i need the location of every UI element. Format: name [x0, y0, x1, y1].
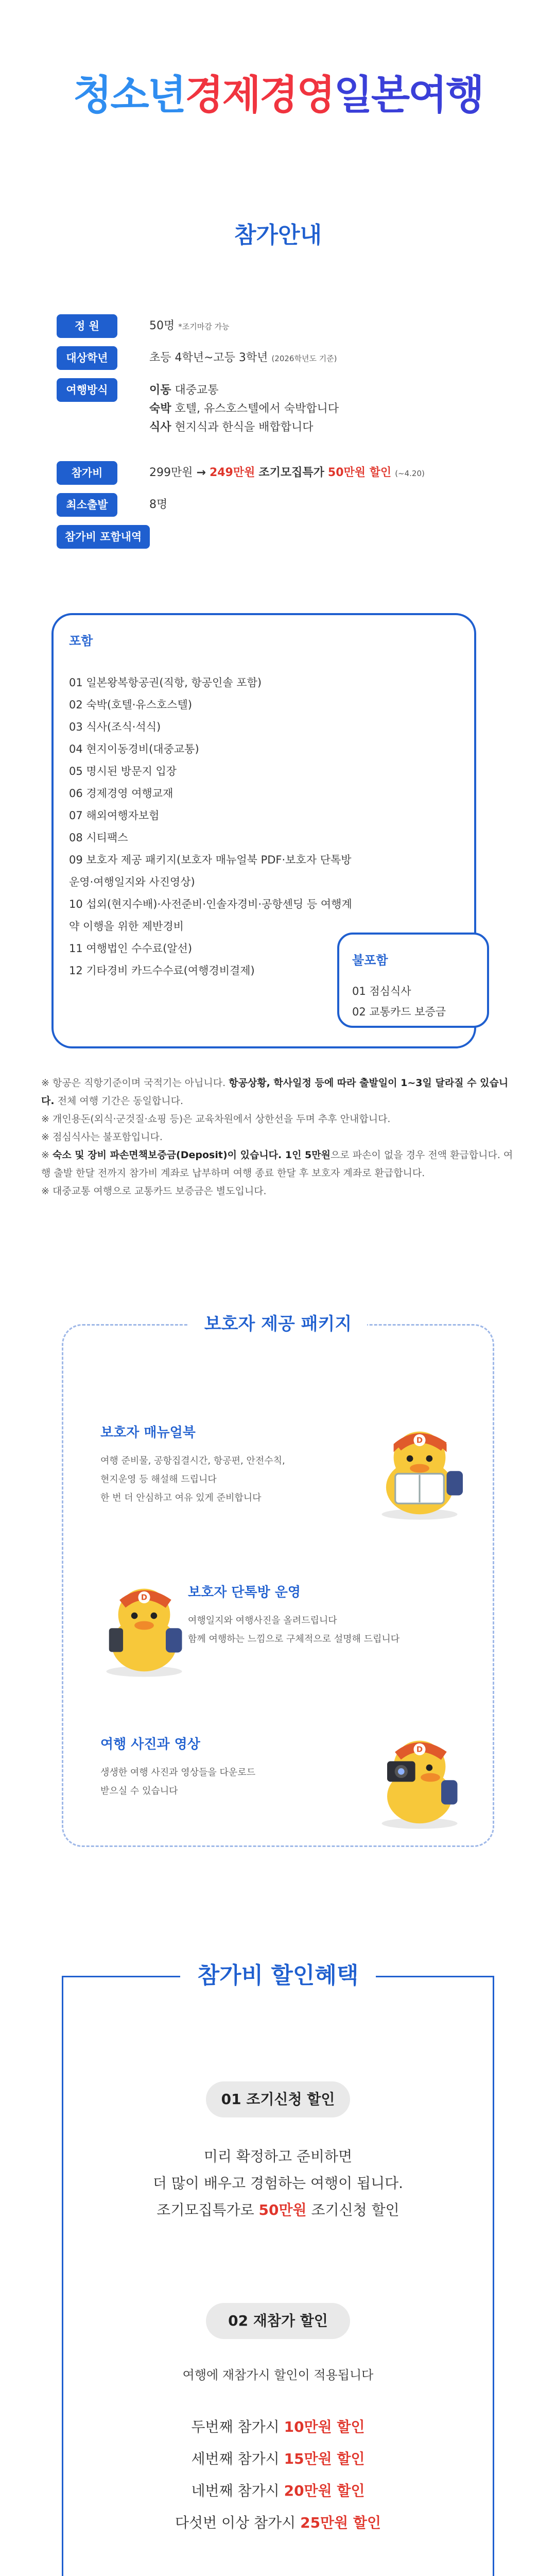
included-tag: 참가비 포함내역 [57, 525, 150, 549]
package-item-2-title: 보호자 단톡방 운영 [188, 1585, 301, 1600]
fee-early-label: 조기모집특가 [258, 466, 324, 479]
section-title: 참가안내 [234, 222, 322, 248]
svg-text:D: D [141, 1593, 148, 1602]
discount-title-wrap [0, 1958, 556, 1994]
list-item: 07 해외여행자보험 [69, 809, 160, 822]
min-departure-value: 8명 [149, 498, 168, 511]
list-item: 01 일본왕복항공권(직항, 항공인솔 포함) [69, 676, 262, 689]
package-title-wrap [0, 1309, 556, 1340]
min-departure-row [57, 493, 168, 517]
included-row [57, 525, 150, 549]
travel-tag: 여행방식 [57, 378, 117, 402]
package-item-2-desc: 여행일지와 여행사진을 올려드립니다 함께 여행하는 느낌으로 구체적으로 설명해 드립니다 [188, 1615, 400, 1645]
early-discount-pill: 01 조기신청 할인 [206, 2081, 350, 2117]
list-item: 10 섭외(현지수배)·사전준비·인솔자경비·공항센딩 등 여행계 [69, 898, 352, 910]
list-item: 세번째 참가시 15만원 할인 [191, 2450, 365, 2467]
target-row [57, 346, 337, 370]
note-item: ※ 점심식사는 불포함입니다. [41, 1131, 163, 1143]
list-item: 04 현지이동경비(대중교통) [69, 743, 199, 755]
list-item: 05 명시된 방문지 입장 [69, 765, 177, 777]
duck-camera-icon [366, 1723, 474, 1832]
package-item-1-title: 보호자 매뉴얼북 [100, 1425, 196, 1440]
travel-line-transport: 이동 대중교통 [149, 384, 219, 397]
header [0, 0, 556, 196]
list-item: 09 보호자 제공 패키지(보호자 매뉴얼북 PDF·보호자 단톡방 [69, 854, 352, 866]
excluded-box [337, 933, 489, 1028]
repeat-discount-tiers [62, 2411, 494, 2539]
fee-tag: 참가비 [57, 461, 117, 485]
title-part-3: 일본여행 [334, 72, 483, 118]
capacity-note: *조기마감 가능 [178, 322, 230, 331]
excluded-list [352, 981, 446, 1022]
svg-text:D: D [416, 1745, 423, 1754]
list-item: 02 숙박(호텔·유스호스텔) [69, 699, 193, 711]
package-item-3-desc: 생생한 여행 사진과 영상들을 다운로드 받으실 수 있습니다 [100, 1767, 256, 1797]
list-item: 01 점심식사 [352, 985, 411, 997]
note-item: ※ 대중교통 여행으로 교통카드 보증금은 별도입니다. [41, 1185, 267, 1197]
package-item-3-title: 여행 사진과 영상 [100, 1737, 200, 1752]
repeat-discount-intro: 여행에 재참가시 할인이 적용됩니다 [182, 2368, 374, 2382]
fee-arrow: → [196, 466, 206, 479]
fee-early-discount: 50만원 할인 [327, 466, 392, 479]
fee-row [57, 461, 425, 485]
package-item-1-desc: 여행 준비물, 공항집결시간, 항공편, 안전수칙, 현지운영 등 해설해 드립니다 한 번 더 안심하고 여유 있게 준비합니다 [100, 1455, 285, 1503]
list-item: 06 경제경영 여행교재 [69, 787, 173, 800]
travel-row [57, 378, 117, 402]
list-item: 두번째 참가시 10만원 할인 [191, 2418, 365, 2435]
list-item: 네번째 참가시 20만원 할인 [191, 2482, 365, 2499]
discount-title: 참가비 할인혜택 [180, 1958, 376, 1994]
capacity-row [57, 314, 230, 338]
title-part-2: 경제경영 [185, 72, 334, 118]
fee-discounted: 249만원 [209, 466, 255, 479]
capacity-number: 50명 [149, 319, 175, 332]
list-item: 다섯번 이상 참가시 25만원 할인 [175, 2514, 381, 2531]
list-item: 11 여행법인 수수료(알선) [69, 942, 193, 955]
target-value [149, 346, 337, 370]
list-item: 08 시티팩스 [69, 832, 128, 844]
note-item: ※ 숙소 및 장비 파손면책보증금(Deposit)이 있습니다. 1인 5만원으로 파손이 없을 경우 전액 환급합니다. 여행 출발 한달 전까지 참가비 계좌로 납부하며 여행 종료 한달 후 보호자 계좌로 환급합니다. [41, 1149, 513, 1179]
target-tag: 대상학년 [57, 346, 117, 370]
list-item: 03 식사(조식·석식) [69, 721, 161, 733]
included-title: 포함 [69, 634, 93, 648]
list-item: 12 기타경비 카드수수료(여행경비결제) [69, 964, 255, 977]
travel-line-meal: 식사 현지식과 한식을 배합합니다 [149, 421, 314, 434]
min-departure-tag: 최소출발 [57, 493, 117, 517]
early-discount-text: 미리 확정하고 준비하면 더 많이 배우고 경험하는 여행이 됩니다. 조기모집특가로 50만원 조기신청 할인 [152, 2148, 404, 2218]
fee-deadline: (~4.20) [395, 469, 425, 478]
package-title: 보호자 제공 패키지 [189, 1309, 367, 1340]
travel-lines [149, 381, 339, 437]
note-item: ※ 개인용돈(외식·군것질·쇼핑 등)은 교육차원에서 상한선을 두며 추후 안내합니다. [41, 1113, 391, 1125]
list-item: 약 이행을 위한 제반경비 [69, 920, 184, 933]
notes-list [41, 1074, 517, 1200]
target-note: (2026학년도 기준) [271, 354, 337, 363]
repeat-discount-pill: 02 재참가 할인 [206, 2303, 350, 2339]
main-title [0, 67, 556, 124]
fee-original: 299만원 [149, 466, 193, 479]
target-grades: 초등 4학년~고등 3학년 [149, 351, 268, 364]
included-list [69, 672, 378, 982]
travel-line-lodging: 숙박 호텔, 유스호스텔에서 숙박합니다 [149, 402, 339, 415]
fee-value [149, 461, 425, 485]
capacity-value [149, 314, 229, 338]
title-part-1: 청소년 [73, 72, 185, 118]
capacity-tag: 정 원 [57, 314, 117, 338]
duck-phone-icon [90, 1571, 198, 1680]
excluded-title: 불포함 [352, 953, 388, 968]
svg-text:D: D [416, 1436, 423, 1445]
list-item: 운영·여행일지와 사진영상) [69, 876, 195, 888]
duck-reading-icon [366, 1414, 474, 1522]
note-item: ※ 항공은 직항기준이며 국적기는 아닙니다. 항공상황, 학사일정 등에 따라 출발일이 1~3일 달라질 수 있습니다. 전체 여행 기간은 동일합니다. [41, 1077, 509, 1107]
list-item: 02 교통카드 보증금 [352, 1006, 446, 1018]
